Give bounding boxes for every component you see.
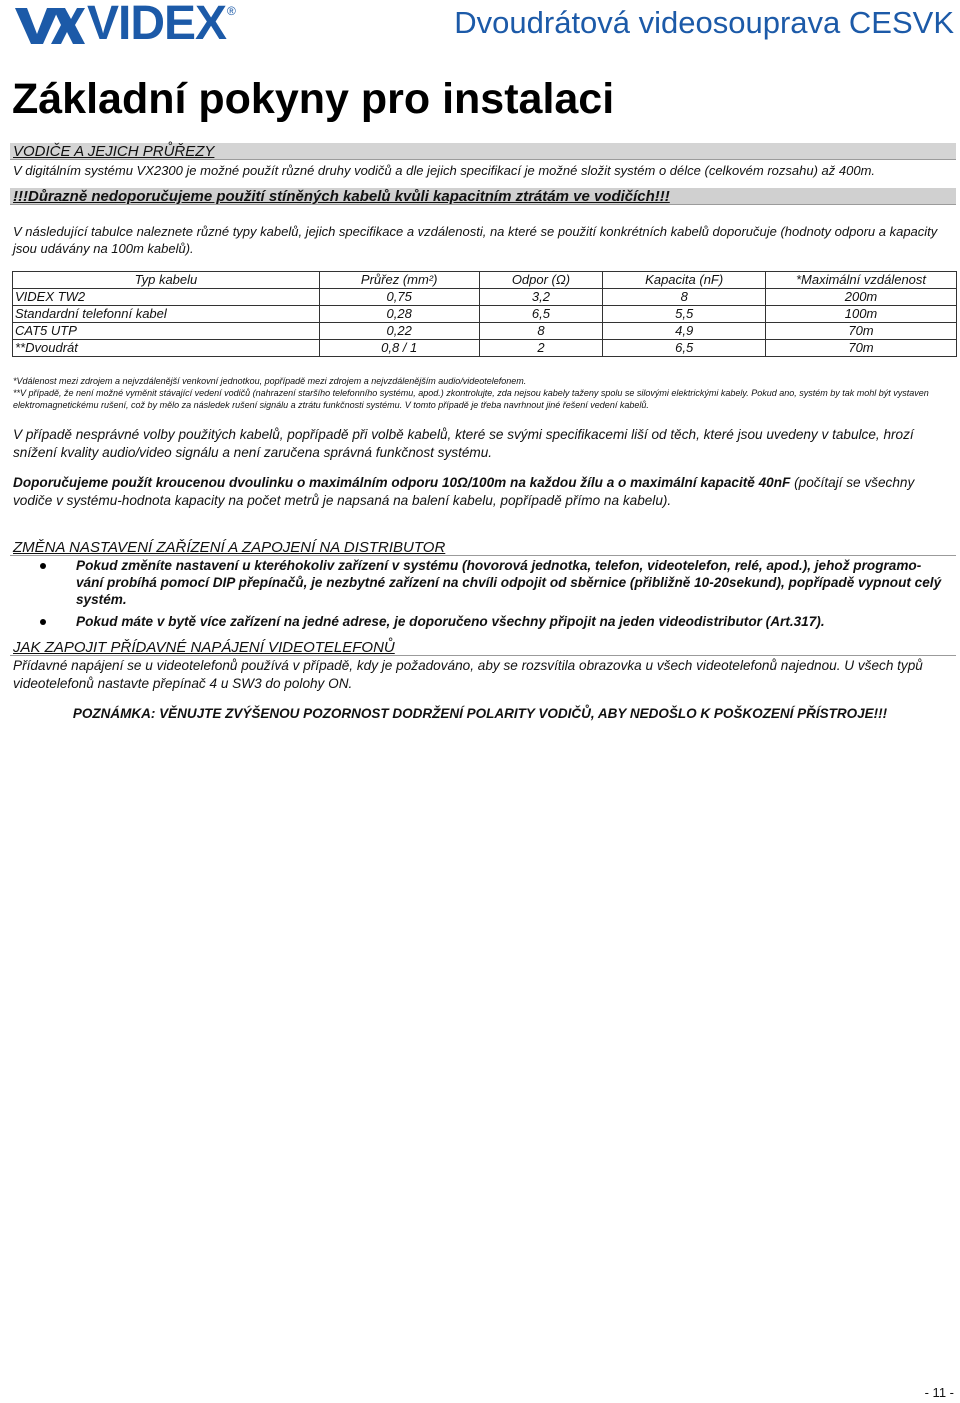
section-heading-power: JAK ZAPOJIT PŘÍDAVNÉ NAPÁJENÍ VIDEOTELEFONŮ (10, 639, 956, 656)
section-heading-wires: VODIČE A JEJICH PRŮŘEZY (10, 143, 956, 160)
cable-recommendation-bold: Doporučujeme použít kroucenou dvoulinku o maximálním odporu 10Ω/100m na každou žílu a o maximální kapacitě 40nF (13, 475, 791, 490)
table-row (13, 340, 957, 357)
list-item (44, 613, 944, 630)
page-number: - 11 - (924, 1385, 954, 1400)
table-cell: 8 (603, 289, 766, 306)
polarity-note: POZNÁMKA: VĚNUJTE ZVÝŠENOU POZORNOST DODRŽENÍ POLARITY VODIČŮ, ABY NEDOŠLO K POŠKOZENÍ PŘÍSTROJE!!! (72, 706, 888, 721)
settings-bullet-list (44, 557, 944, 635)
table-cell: CAT5 UTP (13, 323, 320, 340)
table-cell: 2 (479, 340, 603, 357)
list-item-text: Pokud máte v bytě více zařízení na jedné adrese, je doporučeno všechny připojit na jeden videodistributor (Art.317). (76, 614, 825, 629)
list-item-text: Pokud změníte nastavení u kteréhokoliv zařízení v systému (hovorová jednotka, telefon, videotelefon, relé, apod.), jehož programo-vání probíhá pomocí DIP přepínačů, je nezbytné zařízení na chvíli odpojit od sběrnice (přibližně 10-20sekund), popřípadě vypnout celý systém. (76, 558, 942, 607)
table-header-row (13, 272, 957, 289)
table-cell: 6,5 (479, 306, 603, 323)
table-intro-text: V následující tabulce naleznete různé typy kabelů, jejich specifikace a vzdálenosti, na které se použití konkrétních kabelů doporučuje (hodnoty odporu a kapacity jsou udávány na 100m kabelů). (13, 224, 938, 256)
col-header-cross-section: Průřez (mm²) (319, 272, 479, 289)
table-cell: 3,2 (479, 289, 603, 306)
page-title: Základní pokyny pro instalaci (12, 75, 615, 123)
table-cell: 6,5 (603, 340, 766, 357)
videx-logo-mark-icon (13, 4, 85, 46)
col-header-max-distance: *Maximální vzdálenost (766, 272, 957, 289)
list-item (44, 557, 944, 608)
registered-mark: ® (227, 4, 236, 18)
table-cell: **Dvoudrát (13, 340, 320, 357)
wrong-cable-warning-text: V případě nesprávné volby použitých kabelů, popřípadě při volbě kabelů, které se svými specifikacemi liší od těch, které jsou uvedeny v tabulce, hrozí snížení kvality audio/video signálu a není zaručena správná funkčnost systému. (13, 427, 914, 460)
col-header-resistance: Odpor (Ω) (479, 272, 603, 289)
power-supply-text: Přídavné napájení se u videotelefonů používá v případě, kdy je požadováno, aby se rozsvítila obrazovka u všech videotelefonů najednou. U všech typů videotelefonů nastavte přepínač 4 u SW3 do polohy ON. (13, 658, 923, 691)
table-cell: 200m (766, 289, 957, 306)
table-cell: 4,9 (603, 323, 766, 340)
cable-recommendation-rest: (počítají se všechny vodiče v systému-hodnota kapacity na počet metrů je napsaná na balení kabelu, popřípadě přímo na kabelu). (13, 475, 915, 508)
table-cell: 8 (479, 323, 603, 340)
table-cell: 100m (766, 306, 957, 323)
videx-logo-text: VIDEX (87, 0, 227, 50)
table-row (13, 289, 957, 306)
footnote-distance: *Vdálenost mezi zdrojem a nejvzdálenější venkovní jednotkou, popřípadě mezi zdrojem a nejvzdálenějším audio/videotelefonem. (13, 376, 527, 386)
bullet-icon (40, 563, 46, 569)
col-header-cable-type: Typ kabelu (13, 272, 320, 289)
header-title: Dvoudrátová videosouprava CESVK (454, 5, 954, 40)
table-cell: 70m (766, 340, 957, 357)
table-cell: 0,28 (319, 306, 479, 323)
table-cell: 70m (766, 323, 957, 340)
table-row (13, 306, 957, 323)
col-header-capacity: Kapacita (nF) (603, 272, 766, 289)
videx-logo (13, 0, 238, 50)
table-cell: VIDEX TW2 (13, 289, 320, 306)
bullet-icon (40, 619, 46, 625)
table-row (13, 323, 957, 340)
section-heading-settings: ZMĚNA NASTAVENÍ ZAŘÍZENÍ A ZAPOJENÍ NA DISTRIBUTOR (10, 539, 956, 556)
shielded-cable-warning-text: !!!Důrazně nedoporučujeme použití stíněných kabelů kvůli kapacitním ztrátám ve vodičích!!! (13, 188, 670, 205)
section-intro-text: V digitálním systému VX2300 je možné použít různé druhy vodičů a dle jejich specifikací je možné složit systém o délce (celkovém rozsahu) až 400m. (13, 163, 876, 178)
cable-spec-table (12, 271, 957, 357)
cable-recommendation-text (13, 474, 956, 509)
shielded-cable-warning (10, 188, 956, 205)
table-cell: Standardní telefonní kabel (13, 306, 320, 323)
footnote-two-wire: **V případě, že není možné vyměnit stávající vedení vodičů (nahrazení staršího telefonního systému, apod.) zkontrolujte, zda nejsou kabely taženy spolu se silovými elektrickými kabely. Pokud ano, systém by tak mohl být vystaven elektromagnetickému rušení, což by mělo za následek rušení signálu a ztrátu funkčnosti systému. V tomto případě je třeba navrhnout jiné řešení vedení kabelů. (13, 388, 929, 410)
table-cell: 0,8 / 1 (319, 340, 479, 357)
table-cell: 0,22 (319, 323, 479, 340)
table-cell: 0,75 (319, 289, 479, 306)
table-cell: 5,5 (603, 306, 766, 323)
